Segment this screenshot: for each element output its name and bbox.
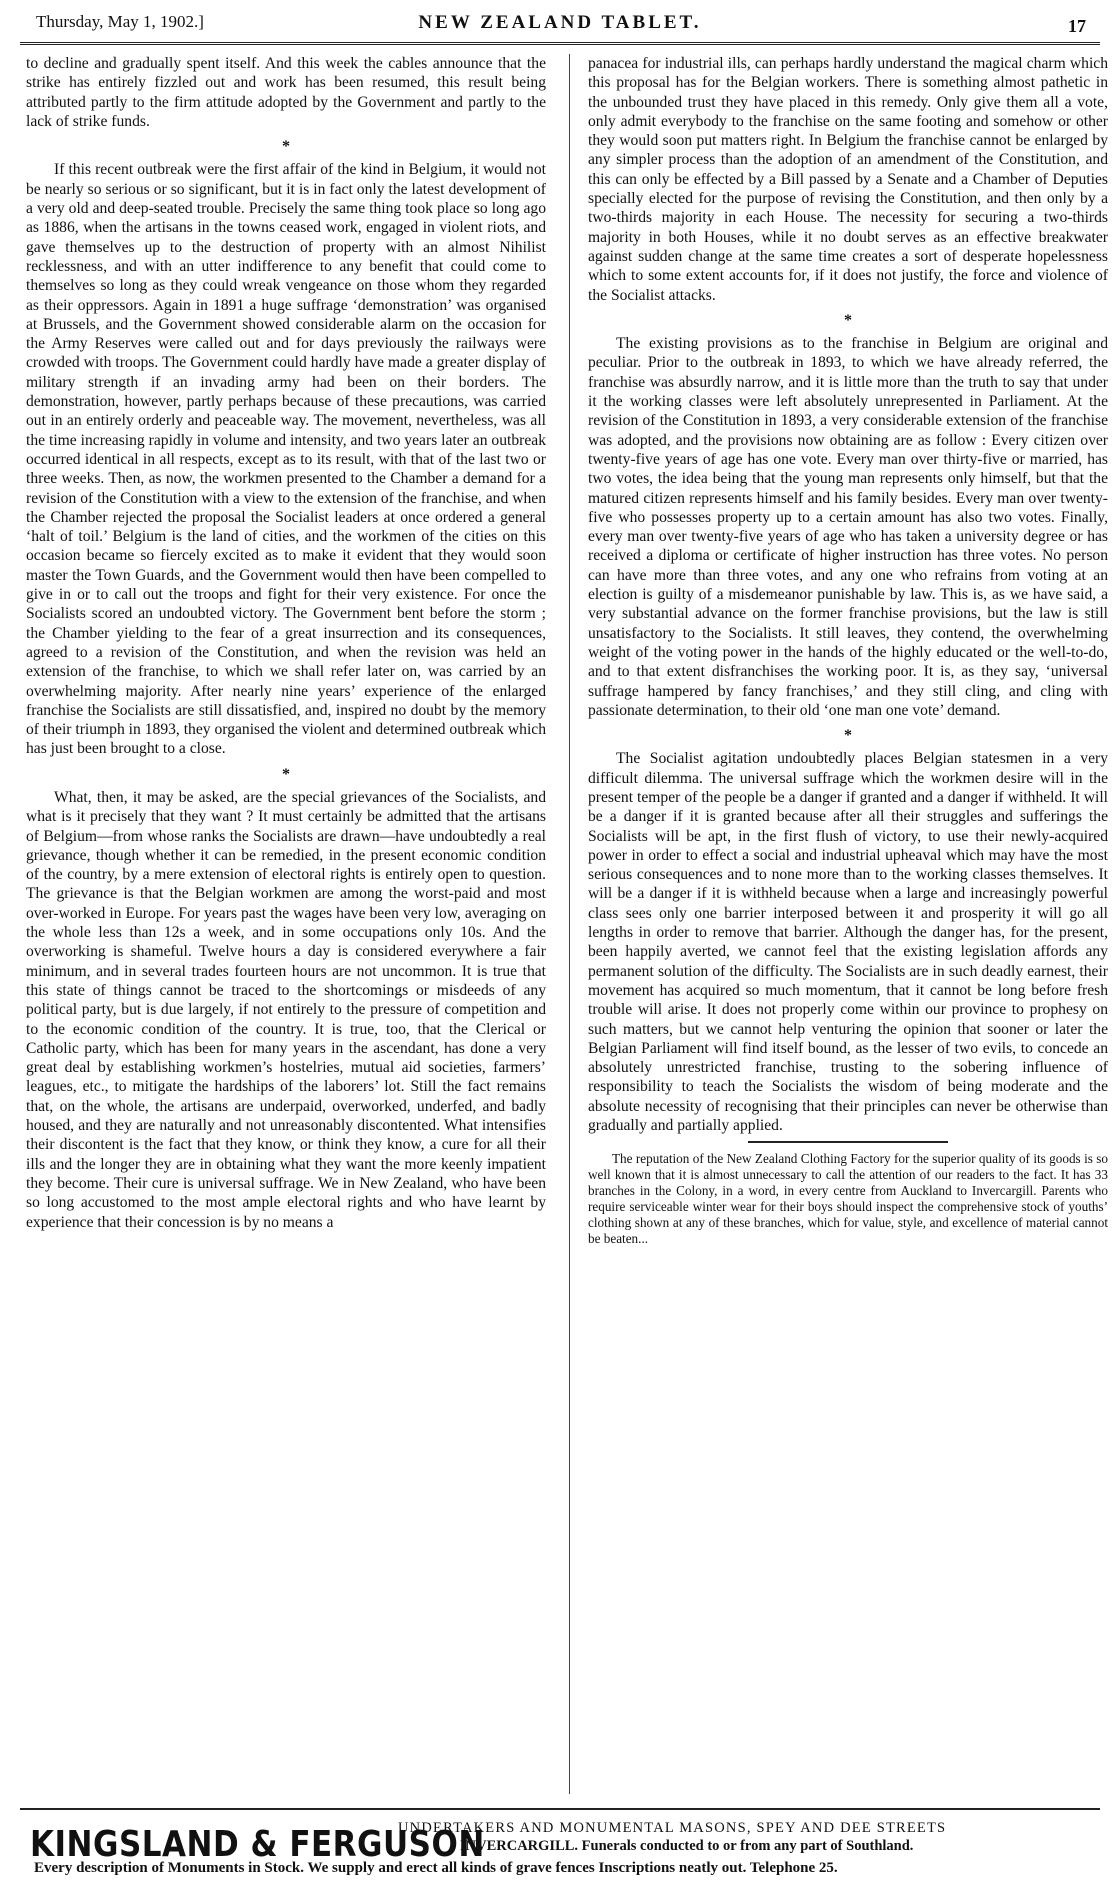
issue-date: Thursday, May 1, 1902.] [36,12,204,31]
section-star: * [844,727,852,745]
right-column [588,54,1108,1247]
ad-location: INVERCARGILL. Funerals conducted to or from any part of Southland. [460,1838,914,1854]
ad-services: UNDERTAKERS AND MONUMENTAL MASONS, SPEY AND DEE STREETS [398,1820,947,1836]
newspaper-page [20,8,1108,1880]
section-star: * [282,765,290,783]
column-divider [569,54,570,1794]
notice-separator [748,1141,948,1143]
masthead-title: NEW ZEALAND TABLET. [418,12,702,33]
article-paragraph: to decline and gradually spent itself. And this week the cables announce that the strike has entirely fizzled out and work has been resumed, this result being attributed partly to the firm attitude adopted by the Government and partly to the lack of strike funds. [26,55,546,130]
notice-text: The reputation of the New Zealand Clothing Factory for the superior quality of its goods is so well known that it is almost unnecessary to call the attention of our readers to the fact. It has 33 branches in the Colony, in a word, in every centre from Auckland to Invercargill. Parents who require serviceable winter wear for their boys should inspect the comprehensive stock of youths’ clothing shown at any of these branches, which for value, style, and excellence of material cannot be beaten... [588,1151,1108,1247]
article-paragraph: If this recent outbreak were the first affair of the kind in Belgium, it would not be nearly so serious or so significant, but it is in fact only the latest development of a very old and deep-seated trouble. Precisely the same thing took place so long ago as 1886, when the artisans in the towns ceased work, engaged in violent riots, and gave themselves up to the destruction of property with an almost Nihilist recklessness, and with an utter indifference to any benefit that could come to themselves so long as they could wreak vengeance on those whom they regarded as their oppressors. Again in 1891 a huge suffrage ‘demonstration’ was organised at Brussels, and the Government showed considerable alarm on the occasion for the Army Reserves were called out and for days previously the railways were crowded with troops. The Government could hardly have made a greater display of military strength if an invading army had been on their borders. The demonstration, however, partly perhaps because of these precautions, was carried out in an entirely orderly and peaceable way. The movement, nevertheless, was all the time increasing rapidly in volume and intensity, and two years later an outbreak occurred identical in all respects, except as to its result, with that of the last two or three weeks. Then, as now, the workmen presented to the Chamber a demand for a revision of the Constitution with a view to the extension of the franchise, and when the Chamber rejected the proposal the Socialist leaders at once ordered a general ‘halt of toil.’ Belgium is the land of cities, and the workmen of the cities on this occasion became so fiercely excited as to make it evident that they would soon master the Town Guards, and the Government would then have been compelled to give in or to call out the troops and fight for their very existence. For once the Socialists scored an undoubted victory. The Government bent before the storm ; the Chamber yielding to the fear of a great insurrection and its consequences, agreed to a revision of the Constitution, and when the revision was held an extension of the franchise, to which we shall refer later on, was carried by an overwhelming majority. After nearly nine years’ experience of the enlarged franchise the Socialists are still dissatisfied, and, inspired no doubt by the memory of their triumph in 1893, they organised the violent and determined outbreak which has just been brought to a close. [26,161,546,758]
page-number: 17 [1068,16,1086,36]
article-paragraph: panacea for industrial ills, can perhaps hardly understand the magical charm which this proposal has for the Belgian workers. There is something almost pathetic in the unbounded trust they have placed in this remedy. Only give them all a vote, only admit everybody to the franchise on the same footing and somehow or other they would soon put matters right. In Belgium the franchise cannot be enlarged by any simpler process than the adoption of an amendment of the Constitution, and this can only be effected by a Bill passed by a Senate and a Chamber of Deputies specially elected for the purpose of revising the Constitution, and then only by a two-thirds majority in each House. The necessity for securing a two-thirds majority in both Houses, while it no doubt serves as an effective breakwater against sudden change at the same time creates a sort of desperate hopelessness which to some extent accounts for, if it does not justify, the force and violence of the Socialist attacks. [588,55,1108,304]
section-star: * [282,138,290,156]
ad-details: Every description of Monuments in Stock. We supply and erect all kinds of grave fences Inscriptions neatly out. Telephone 25. [34,1860,838,1876]
footer-advertisement [20,1808,1100,1882]
section-star: * [844,311,852,329]
left-column [26,54,546,1232]
clothing-factory-notice [588,1151,1108,1247]
article-paragraph: The Socialist agitation undoubtedly places Belgian statesmen in a very difficult dilemma. The universal suffrage which the workmen desire will in the present temper of the people be a danger if granted and a danger if withheld. It will be a danger if it is granted because after all their struggles and sufferings the Socialists will be apt, in the first flush of victory, to use their newly-acquired power in order to effect a social and industrial upheaval which may have the most serious consequences and to none more than to the working classes themselves. It will be a danger if it is withheld because when a large and increasingly powerful class sees only one barrier interposed between it and prosperity it will go all lengths in order to remove that barrier. Although the danger has, for the present, been happily averted, we cannot feel that the existing legislation affords any permanent solution of the difficulty. The Socialists are in such deadly earnest, their movement has acquired so much momentum, that it cannot be long before fresh trouble will arise. It does not properly come within our province to prophesy on such matters, but we cannot help venturing the opinion that sooner or later the Belgian Parliament will find itself bound, as the lesser of two evils, to concede an absolutely unrestricted franchise, trusting to the sobering influence of responsibility to teach the Socialists the wisdom of being moderate and the absolute necessity of recognising that their principles can never be otherwise than gradually and partially applied. [588,750,1108,1135]
article-paragraph: What, then, it may be asked, are the special grievances of the Socialists, and what is it precisely that they want ? It must certainly be admitted that the artisans of Belgium—from whose ranks the Socialists are drawn—have undoubtedly a real grievance, though whether it can be remedied, in the present economic condition of the country, by a mere extension of electoral rights is entirely open to question. The grievance is that the Belgian workmen are among the worst-paid and most over-worked in Europe. For years past the wages have been very low, averaging on the whole less than 12s a week, and in some occupations only 10s. And the overworking is shameful. Twelve hours a day is considered everywhere a fair minimum, and in several trades fourteen hours are not uncommon. It is true that this state of things cannot be traced to the shortcomings or misdeeds of any political party, but is due largely, if not entirely to the pressure of competition and to the economic condition of the country. It is true, too, that the Clerical or Catholic party, which has been for many years in the ascendant, has done a very great deal by establishing workmen’s hostelries, mutual aid societies, farmers’ leagues, etc., to mitigate the hardships of the laborers’ lot. Still the fact remains that, on the whole, the artisans are underpaid, overworked, underfed, and badly housed, and they are naturally and not unreasonably discontented. What intensifies their discontent is the fact that they know, or think they know, a cure for all their ills and the longer they are in obtaining what they want the more keenly impatient they become. Their cure is universal suffrage. We in New Zealand, who have been so long accustomed to the most ample electoral rights and who have learnt by experience that their concession is by no means a [26,788,546,1231]
advertiser-name: KINGSLAND & FERGUSON [30,1824,485,1866]
page-header [20,8,1100,45]
article-paragraph: The existing provisions as to the franchise in Belgium are original and peculiar. Prior to the outbreak in 1893, to which we have already referred, the franchise was absurdly narrow, and it is little more than the truth to say that under it the working classes were left absolutely unrepresented in Parliament. At the revision of the Constitution in 1893, a very considerable extension of the franchise was adopted, and the provisions now obtaining are as follow : Every citizen over twenty-five years of age has one vote. Every man over thirty-five or married, has two votes, the idea being that the young man represents only himself, but that the matured citizen represents himself and his family besides. Every man over twenty-five who possesses property up to a certain amount has also two votes. Finally, every man over twenty-five years of age who has taken a university degree or has received a diploma or certificate of higher instruction has three votes. No person can have more than three votes, and any one who refrains from voting at an election is guilty of a misdemeanor punishable by law. This is, as we have said, a very substantial advance on the former franchise provisions, but the law is still unsatisfactory to the Socialists. It still leaves, they contend, the overwhelming weight of the voting power in the hands of the highly educated or the well-to-do, and to that extent disfranchises the working poor. It is, as they say, ‘universal suffrage hampered by fancy franchises,’ and they still cling, and cling with passionate determination, to their old ‘one man one vote’ demand. [588,335,1108,719]
